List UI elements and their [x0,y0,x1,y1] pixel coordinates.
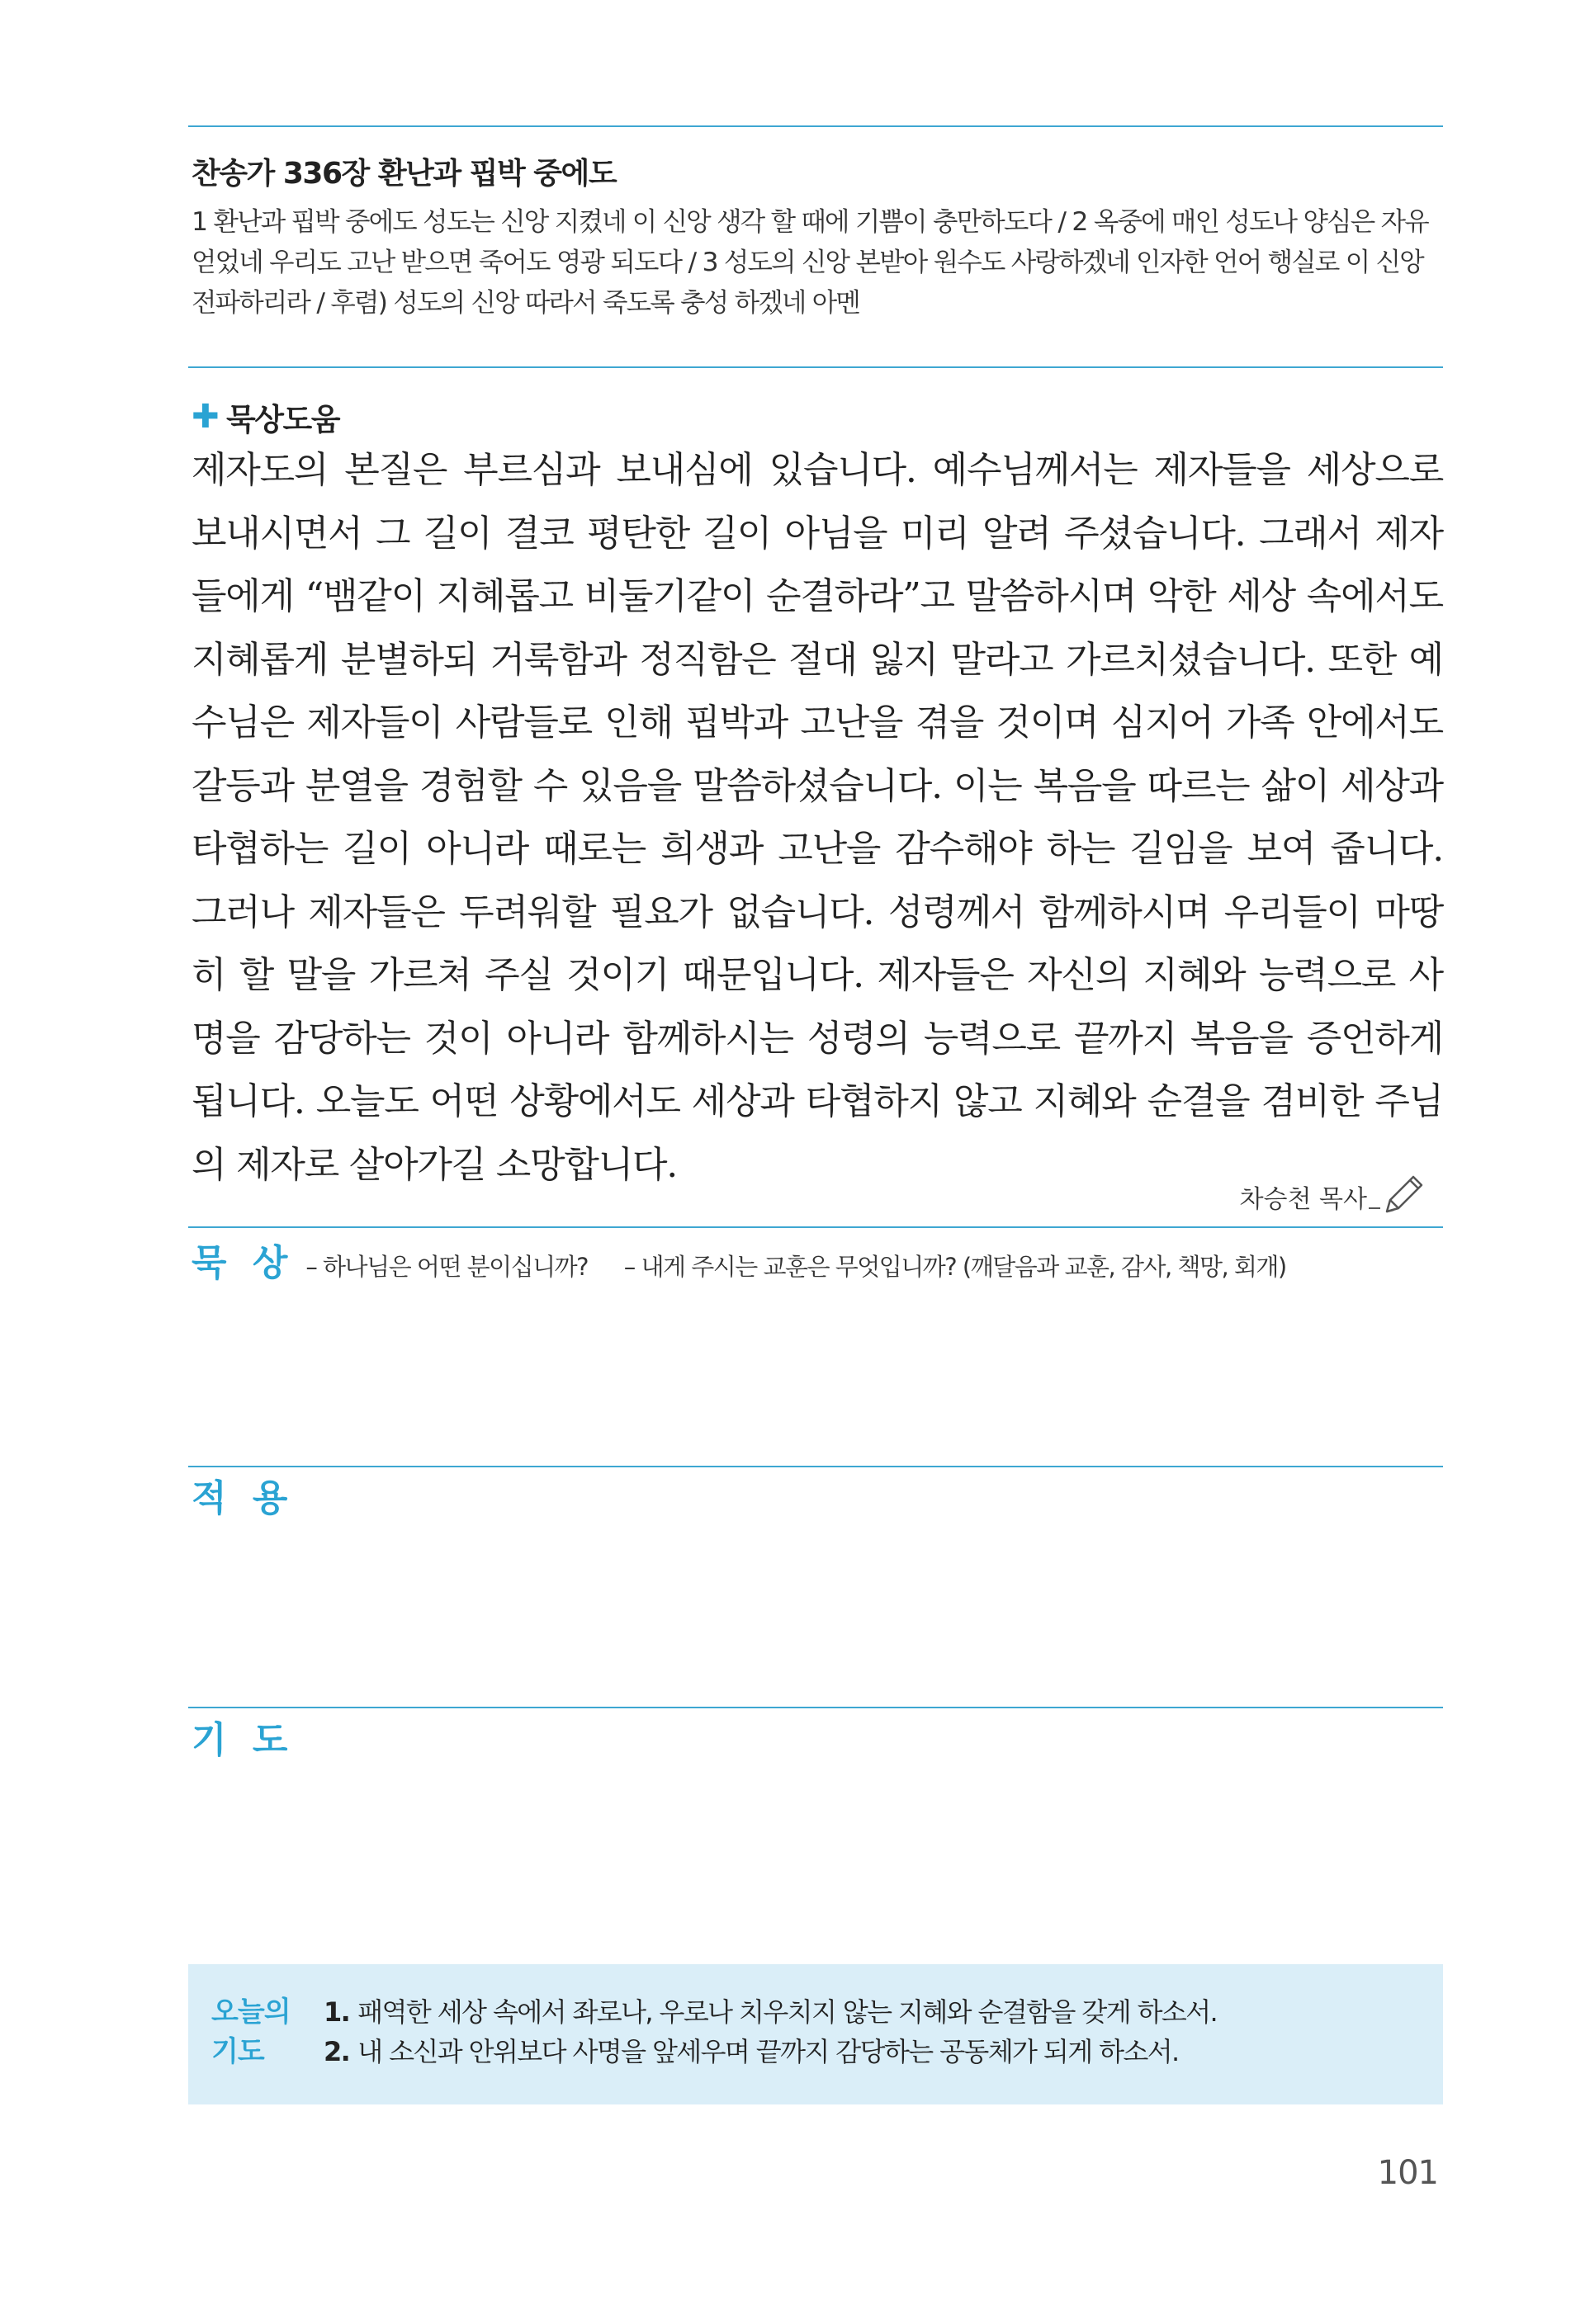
todays-prayer-label-line1: 오늘의 [211,1996,291,2029]
todays-prayer-label [211,1992,319,2104]
author-signature [1240,1170,1428,1223]
meditation-help-title: 묵상도움 [226,402,339,437]
page-number: 101 [1377,2154,1438,2192]
todays-prayer-label-line2: 기도 [211,2035,264,2068]
application-label: 적 용 [192,1477,295,1519]
meditation-label: 묵 상 [192,1242,295,1284]
prayer-top-rule [188,1707,1443,1708]
author-name: 차승천 목사 [1239,1185,1367,1214]
hymn-lyrics: 1 환난과 핍박 중에도 성도는 신앙 지켰네 이 신앙 생각 할 때에 기쁨이 충만하도다 / 2 옥중에 매인 성도나 양심은 자유 얻었네 우리도 고난 받으면 죽어도 영광 되도다 / 3 성도의 신앙 본받아 원수도 사랑하겠네 인자한 언어 행실로 이 신앙 전파하리라 / 후렴) 성도의 신앙 따라서 죽도록 충성 하겠네 아멘 [192,207,1428,318]
todays-prayer-box [188,1964,1443,2104]
meditation-help-body: 제자도의 본질은 부르심과 보내심에 있습니다. 예수님께서는 제자들을 세상으로 보내시면서 그 길이 결코 평탄한 길이 아님을 미리 알려 주셨습니다. 그래서 제자들에게 “뱀같이 지혜롭고 비둘기같이 순결하라”고 말씀하시며 악한 세상 속에서도 지혜롭게 분별하되 거룩함과 정직함은 절대 잃지 말라고 가르치셨습니다. 또한 예수님은 제자들이 사람들로 인해 핍박과 고난을 겪을 것이며 심지어 가족 안에서도 갈등과 분열을 경험할 수 있음을 말씀하셨습니다. 이는 복음을 따르는 삶이 세상과 타협하는 길이 아니라 때로는 희생과 고난을 감수해야 하는 길임을 보여 줍니다. 그러나 제자들은 두려워할 필요가 없습니다. 성령께서 함께하시며 우리들이 마땅히 할 말을 가르쳐 주실 것이기 때문입니다. 제자들은 자신의 지혜와 능력으로 사명을 감당하는 것이 아니라 함께하시는 성령의 능력으로 끝까지 복음을 증언하게 됩니다. 오늘도 어떤 상황에서도 세상과 타협하지 않고 지혜와 순결을 겸비한 주님의 제자로 살아가길 소망합니다. [192,449,1443,1186]
top-rule [188,125,1443,127]
plus-icon: ✚ [192,398,219,436]
meditation-section [192,1233,1316,1286]
meditation-prompts [305,1249,1315,1282]
pencil-icon [1375,1170,1428,1223]
hymn-title: 찬송가 336장 환난과 핍박 중에도 [192,157,617,191]
meditation-prompt-1: – 하나님은 어떤 분이십니까? [305,1253,589,1281]
hymn-bottom-rule [188,366,1443,368]
list-item: 1. 패역한 세상 속에서 좌로나, 우로나 치우치지 않는 지혜와 순결함을 갖게 하소서. [324,1996,1218,2028]
list-item: 2. 내 소신과 안위보다 사명을 앞세우며 끝까지 감당하는 공동체가 되게 하소서. [324,2036,1179,2067]
meditation-prompt-2: – 내게 주시는 교훈은 무엇입니까? (깨달음과 교훈, 감사, 책망, 회개) [623,1253,1286,1281]
hymn-block [192,150,1443,324]
todays-prayer-list [324,1992,1217,2104]
meditation-help-heading [192,394,339,439]
meditation-top-rule [188,1226,1443,1228]
prayer-label: 기 도 [192,1719,295,1761]
application-top-rule [188,1466,1443,1467]
